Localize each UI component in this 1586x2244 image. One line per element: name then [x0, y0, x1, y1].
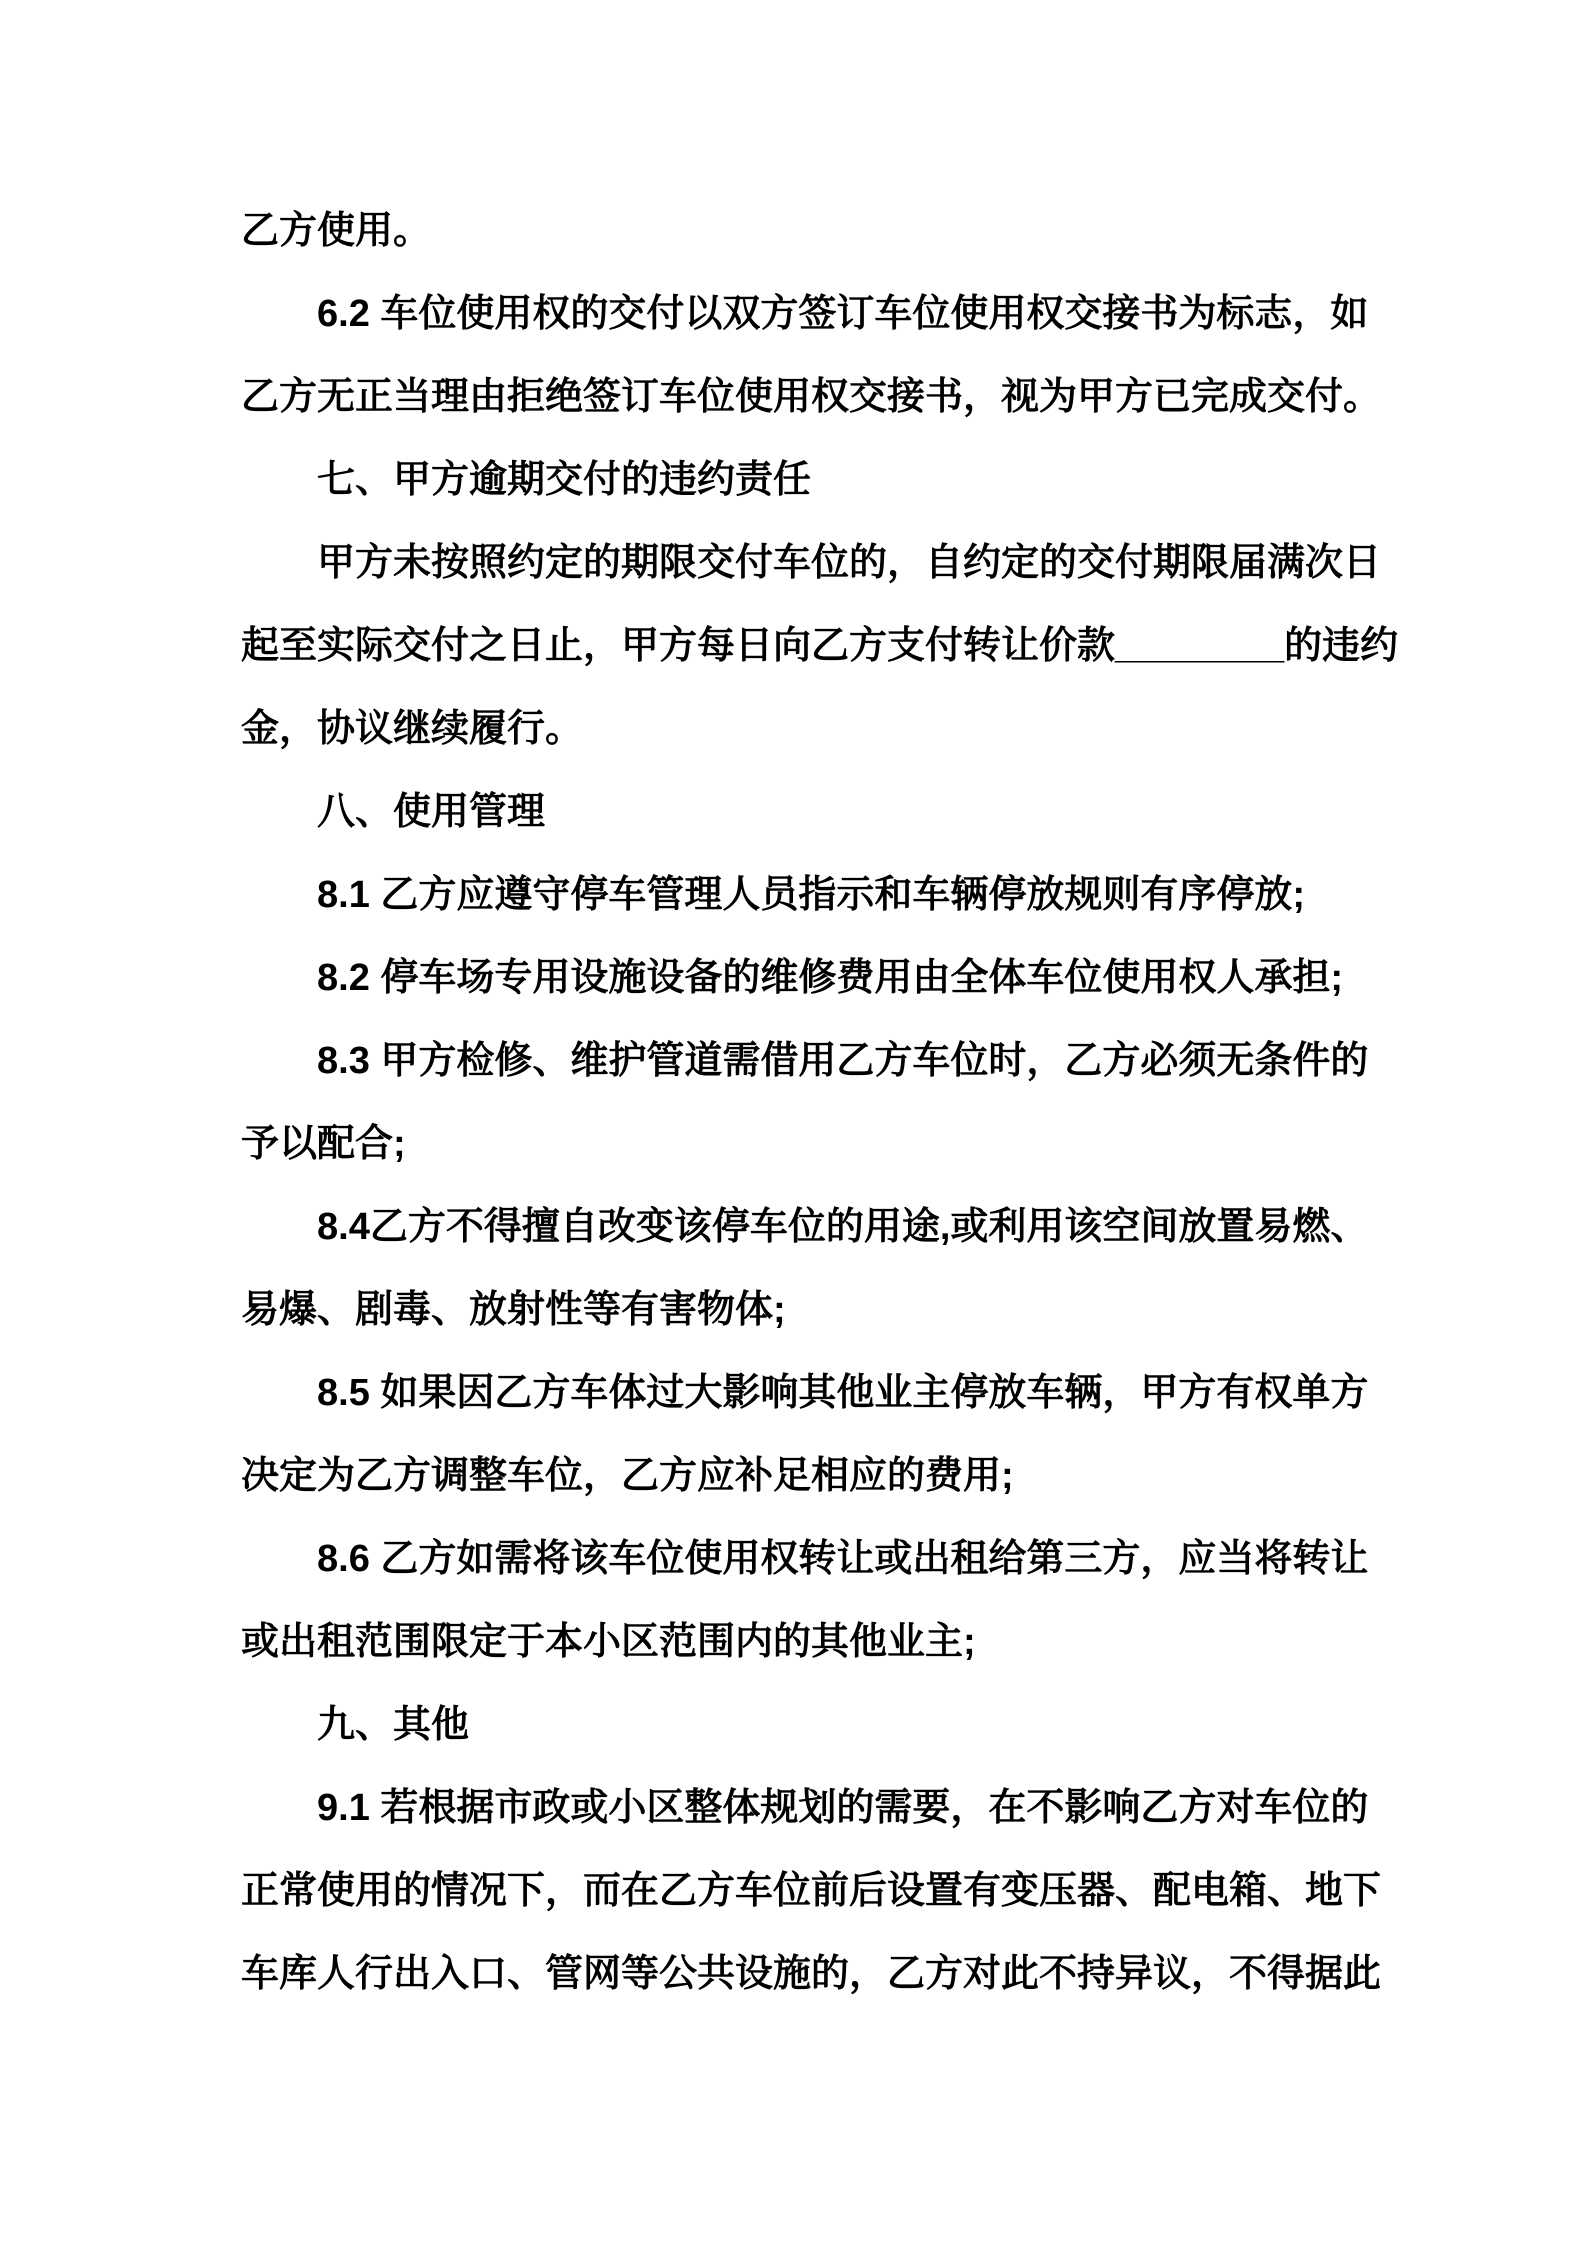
- document-line: 8.5 如果因乙方车体过大影响其他业主停放车辆，甲方有权单方: [317, 1372, 1369, 1414]
- document-line: 8.6 乙方如需将该车位使用权转让或出租给第三方，应当将转让: [317, 1538, 1369, 1580]
- document-line: 金，协议继续履行。: [241, 708, 584, 750]
- document-line: 九、其他: [317, 1704, 470, 1746]
- document-line: 或出租范围限定于本小区范围内的其他业主;: [241, 1621, 976, 1663]
- document-line: 乙方无正当理由拒绝签订车位使用权交接书，视为甲方已完成交付。: [241, 376, 1382, 418]
- document-line: 起至实际交付之日止，甲方每日向乙方支付转让价款________的违约: [241, 625, 1399, 667]
- document-line: 予以配合;: [241, 1123, 406, 1165]
- document-line: 8.2 停车场专用设施设备的维修费用由全体车位使用权人承担;: [317, 957, 1344, 999]
- document-line: 八、使用管理: [317, 791, 546, 833]
- document-line: 8.4乙方不得擅自改变该停车位的用途,或利用该空间放置易燃、: [317, 1206, 1369, 1248]
- document-line: 七、甲方逾期交付的违约责任: [317, 459, 812, 501]
- document-line: 8.3 甲方检修、维护管道需借用乙方车位时，乙方必须无条件的: [317, 1040, 1369, 1082]
- document-body: [241, 190, 1399, 2016]
- document-line: 6.2 车位使用权的交付以双方签订车位使用权交接书为标志，如: [317, 293, 1369, 335]
- document-line: 易爆、剧毒、放射性等有害物体;: [241, 1289, 786, 1331]
- document-line: 9.1 若根据市政或小区整体规划的需要，在不影响乙方对车位的: [317, 1787, 1369, 1829]
- document-line: 车库人行出入口、管网等公共设施的，乙方对此不持异议，不得据此: [241, 1953, 1382, 1995]
- document-line: 甲方未按照约定的期限交付车位的，自约定的交付期限届满次日: [317, 542, 1382, 584]
- document-line: 8.1 乙方应遵守停车管理人员指示和车辆停放规则有序停放;: [317, 874, 1306, 916]
- document-line: 决定为乙方调整车位，乙方应补足相应的费用;: [241, 1455, 1014, 1497]
- document-line: 乙方使用。: [241, 210, 432, 252]
- document-line: 正常使用的情况下，而在乙方车位前后设置有变压器、配电箱、地下: [241, 1870, 1382, 1912]
